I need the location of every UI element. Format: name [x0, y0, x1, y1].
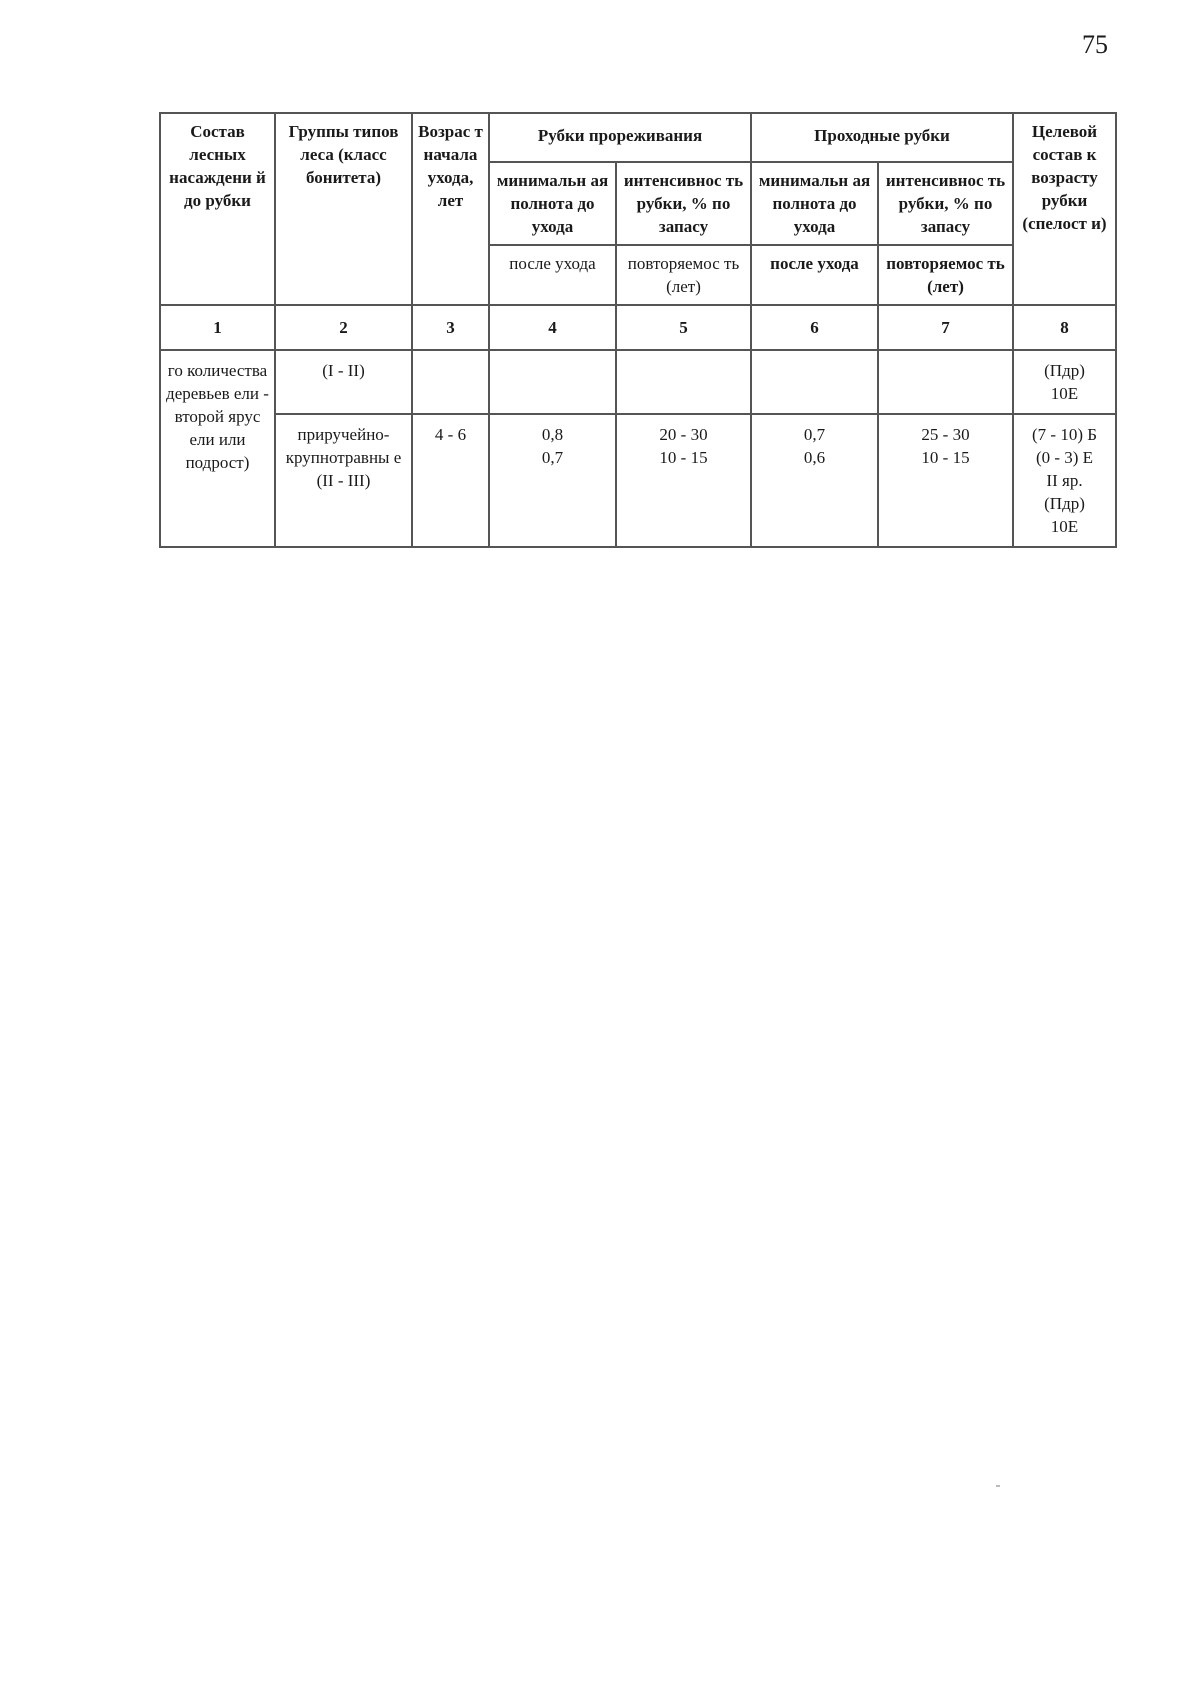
- target-line: 10Е: [1050, 517, 1079, 536]
- forest-care-table: [159, 112, 1117, 548]
- column-number: 7: [878, 305, 1013, 350]
- value-line: 0,6: [803, 448, 826, 467]
- target-line: 10Е: [1050, 384, 1079, 403]
- target-line: II яр.: [1046, 471, 1083, 490]
- thin-density-cell: [489, 414, 616, 547]
- target-line: (0 - 3) Е: [1035, 448, 1094, 467]
- age-cell: [412, 350, 489, 414]
- thin-intensity-cell: [616, 350, 751, 414]
- header-start-age: Возрас т начала ухода, лет: [412, 113, 489, 305]
- header-thin-intensity: интенсивнос ть рубки, % по запасу: [616, 162, 751, 245]
- target-composition-cell: [1013, 414, 1116, 547]
- header-pass-intensity: интенсивнос ть рубки, % по запасу: [878, 162, 1013, 245]
- pass-density-cell: [751, 414, 878, 547]
- target-line: (7 - 10) Б: [1032, 425, 1097, 444]
- header-thin-min-density: минимальн ая полнота до ухода: [489, 162, 616, 245]
- column-number: 4: [489, 305, 616, 350]
- header-pass-min-density: минимальн ая полнота до ухода: [751, 162, 878, 245]
- header-forest-groups: Группы типов леса (класс бонитета): [275, 113, 412, 305]
- header-composition: Состав лесных насаждени й до рубки: [160, 113, 275, 305]
- thin-density-cell: [489, 350, 616, 414]
- value-line: 10 - 15: [659, 448, 708, 467]
- header-thin-after-care: после ухода: [489, 245, 616, 305]
- value-line: 25 - 30: [921, 425, 970, 444]
- value-line: 0,7: [803, 425, 826, 444]
- header-pass-repeatability: повторяемос ть (лет): [878, 245, 1013, 305]
- header-thinning: Рубки прореживания: [489, 113, 751, 162]
- page-number: 75: [1082, 30, 1108, 59]
- forest-group-cell: (I - II): [275, 350, 412, 414]
- header-thin-repeatability: повторяемос ть (лет): [616, 245, 751, 305]
- column-number: 8: [1013, 305, 1116, 350]
- header-pass-after-care: после ухода: [751, 245, 878, 305]
- column-number: 1: [160, 305, 275, 350]
- forest-group-cell: приручейно- крупнотравны е (II - III): [275, 414, 412, 547]
- header-passage-cutting: Проходные рубки: [751, 113, 1013, 162]
- header-row-1: [160, 113, 1116, 162]
- pass-intensity-cell: [878, 414, 1013, 547]
- thin-intensity-cell: [616, 414, 751, 547]
- pass-intensity-cell: [878, 350, 1013, 414]
- value-line: 0,7: [541, 448, 564, 467]
- table-row: [160, 414, 1116, 547]
- age-cell: 4 - 6: [412, 414, 489, 547]
- column-number: 2: [275, 305, 412, 350]
- scan-speck: [996, 1485, 1000, 1487]
- value-line: 20 - 30: [659, 425, 708, 444]
- column-number-row: [160, 305, 1116, 350]
- value-line: 10 - 15: [921, 448, 970, 467]
- table-row: [160, 350, 1116, 414]
- column-number: 3: [412, 305, 489, 350]
- column-number: 6: [751, 305, 878, 350]
- target-line: (Пдр): [1044, 361, 1085, 380]
- column-number: 5: [616, 305, 751, 350]
- composition-cell: го количества деревьев ели - второй ярус ели или подрост): [160, 350, 275, 547]
- header-target-composition: Целевой состав к возрасту рубки (спелост и): [1013, 113, 1116, 305]
- target-line: (Пдр): [1044, 494, 1085, 513]
- value-line: 0,8: [541, 425, 564, 444]
- pass-density-cell: [751, 350, 878, 414]
- target-composition-cell: [1013, 350, 1116, 414]
